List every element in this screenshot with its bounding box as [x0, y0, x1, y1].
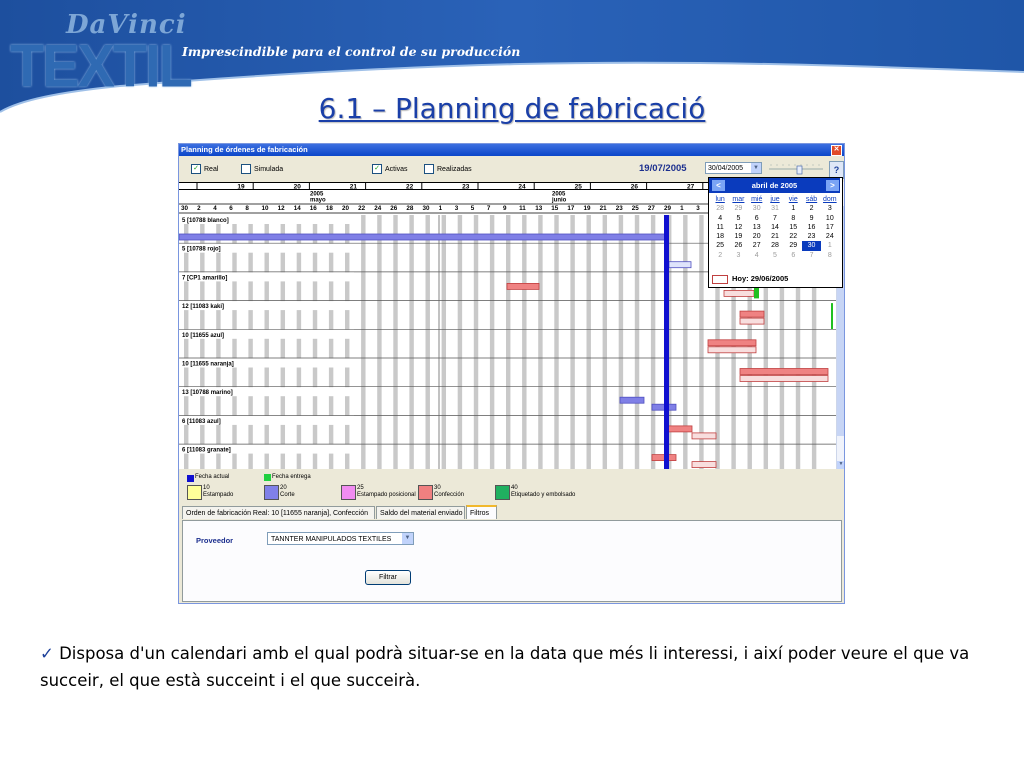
- day-stripe: [442, 215, 446, 469]
- current-date-label: 19/07/2005: [639, 163, 687, 174]
- week-number: 22: [405, 183, 414, 191]
- row-label[interactable]: 6 [11083 granate]: [182, 447, 231, 454]
- day-number: 3: [454, 205, 459, 212]
- week-number: 24: [518, 183, 526, 191]
- calendar-day[interactable]: 21: [771, 233, 779, 241]
- calendar-day[interactable]: 6: [791, 251, 796, 259]
- task-bar[interactable]: [692, 462, 716, 468]
- calendar-day[interactable]: 5: [736, 214, 741, 222]
- calendar-day[interactable]: 1: [791, 205, 796, 213]
- window-titlebar: [179, 144, 844, 156]
- day-stripe: [361, 215, 365, 469]
- calendar-grid: [711, 195, 839, 260]
- logo-main: TEXTIL: [10, 31, 191, 100]
- day-number: 10: [261, 205, 269, 212]
- calendar-day[interactable]: 25: [716, 242, 725, 250]
- date-select-value: 30/04/2005: [708, 165, 744, 172]
- checkbox-simulada-box[interactable]: [241, 164, 251, 174]
- calendar-week-row: [711, 232, 839, 241]
- checkbox-real-label: Real: [204, 165, 219, 173]
- calendar-day[interactable]: 8: [827, 251, 832, 259]
- day-stripe: [329, 215, 333, 469]
- calendar-day[interactable]: 5: [773, 251, 777, 259]
- calendar-month-title: abril de 2005: [751, 181, 798, 190]
- row-label[interactable]: 10 [11655 azul]: [182, 332, 225, 339]
- day-stripe: [522, 215, 526, 469]
- help-icon[interactable]: ?: [829, 161, 844, 179]
- day-stripe: [232, 215, 236, 469]
- today-swatch: [712, 275, 728, 284]
- calendar-weekday: dom: [823, 196, 837, 203]
- day-stripe: [409, 215, 413, 469]
- legend-estampado-name: Estampado: [203, 492, 234, 498]
- task-bar[interactable]: [669, 262, 691, 268]
- calendar-day[interactable]: 3: [827, 205, 832, 213]
- day-number: 17: [567, 205, 575, 212]
- day-stripe: [587, 215, 591, 469]
- planning-window: [178, 143, 845, 604]
- day-number: 4: [213, 205, 217, 212]
- calendar-today-label: Hoy: 29/06/2005: [732, 274, 789, 283]
- day-stripe: [538, 215, 542, 469]
- day-stripe: [265, 215, 269, 469]
- legend-corte-code: 20: [280, 485, 287, 491]
- checkbox-activas[interactable]: [372, 164, 408, 174]
- tagline: Imprescindible para el control de su producción: [182, 44, 521, 59]
- window-title: Planning de órdenes de fabricación: [181, 145, 308, 154]
- task-bar[interactable]: [740, 311, 764, 317]
- calendar-weekday: lun: [715, 196, 725, 203]
- day-stripe: [554, 215, 558, 469]
- calendar-day[interactable]: 2: [809, 205, 814, 213]
- checkbox-realizadas-box[interactable]: [424, 164, 434, 174]
- task-bar[interactable]: [740, 376, 828, 382]
- slide-title: 6.1 – Planning de fabricació: [318, 92, 706, 125]
- tab-orden-fabricacion[interactable]: Orden de fabricación Real: 10 [11655 naranja], Confección: [182, 506, 375, 519]
- checkbox-real[interactable]: [191, 164, 218, 174]
- calendar-day[interactable]: 27: [752, 242, 761, 250]
- chevron-down-icon[interactable]: ▼: [751, 163, 761, 173]
- day-number: 12: [277, 205, 285, 212]
- close-icon[interactable]: ✕: [831, 145, 842, 156]
- checkbox-realizadas-label: Realizadas: [437, 165, 472, 173]
- task-bar[interactable]: [708, 340, 756, 346]
- legend-confeccion-name: Confección: [434, 492, 465, 498]
- calendar-day[interactable]: 11: [716, 223, 724, 231]
- calendar-day[interactable]: 28: [771, 242, 779, 250]
- day-number: 15: [551, 205, 559, 212]
- day-number: 9: [503, 205, 507, 212]
- calendar-day[interactable]: 13: [752, 223, 761, 231]
- day-number: 13: [535, 205, 543, 212]
- year-label: 2005: [552, 191, 566, 198]
- checkbox-activas-label: Activas: [385, 165, 408, 173]
- day-stripe: [393, 215, 397, 469]
- calendar-week-row: [711, 223, 839, 232]
- prev-month-icon[interactable]: <: [712, 180, 725, 191]
- day-stripe: [570, 215, 574, 469]
- legend-corte-name: Corte: [280, 492, 295, 498]
- month-label: mayo: [310, 197, 326, 204]
- year-label: 2005: [310, 191, 324, 198]
- day-stripe: [458, 215, 462, 469]
- day-number: 20: [342, 205, 350, 212]
- calendar-day[interactable]: 2: [718, 251, 723, 259]
- filter-button[interactable]: Filtrar: [365, 570, 411, 585]
- logo-script: DaVinci: [66, 10, 187, 40]
- calendar-day[interactable]: 28: [716, 205, 725, 213]
- calendar-day[interactable]: 12: [734, 223, 743, 231]
- calendar-today[interactable]: [712, 274, 788, 284]
- week-number: 21: [349, 183, 358, 191]
- day-number: 26: [390, 205, 398, 212]
- calendar-weekday: vie: [788, 196, 798, 203]
- legend-confeccion-swatch: [418, 485, 433, 500]
- calendar-day[interactable]: 30: [802, 241, 820, 250]
- day-number: 2: [197, 205, 201, 212]
- week-number: 23: [462, 183, 470, 191]
- task-bar[interactable]: [668, 426, 692, 432]
- tab-saldo-material[interactable]: Saldo del material enviado: [376, 506, 465, 519]
- calendar-day[interactable]: 8: [791, 214, 796, 222]
- legend-etiquetado-name: Etiquetado y embolsado: [511, 492, 576, 498]
- filters-panel: [182, 520, 842, 602]
- legend-estampado-swatch: [187, 485, 202, 500]
- calendar-weekday: jue: [770, 196, 780, 203]
- legend: [179, 471, 844, 507]
- calendar-day[interactable]: 4: [718, 214, 723, 222]
- calendar-weekday-row: [711, 195, 839, 204]
- calendar-day[interactable]: 15: [789, 223, 798, 231]
- calendar-day[interactable]: 14: [771, 223, 779, 231]
- day-number: 14: [293, 205, 301, 212]
- day-stripe: [426, 215, 430, 469]
- day-number: 8: [245, 205, 249, 212]
- task-bar[interactable]: [692, 433, 716, 439]
- calendar-day[interactable]: 4: [754, 251, 759, 259]
- day-stripe: [635, 215, 639, 469]
- legend-estampado-posicional-name: Estampado posicional: [357, 492, 416, 498]
- checkbox-simulada[interactable]: [241, 164, 283, 174]
- row-label[interactable]: 10 [11655 naranja]: [182, 361, 234, 368]
- day-stripe: [281, 215, 285, 469]
- day-number: 7: [486, 205, 491, 212]
- calendar-day[interactable]: 30: [752, 205, 761, 213]
- day-stripe: [474, 215, 478, 469]
- calendar-day[interactable]: 6: [754, 214, 759, 222]
- bullet-text: Disposa d'un calendari amb el qual podrà situar-se en la data que més li interessi, i així poder veure el que va succeir, el que està succeint i el que succeirà.: [40, 644, 970, 690]
- bullet-paragraph: [40, 640, 990, 694]
- calendar-day[interactable]: 26: [734, 242, 743, 250]
- delivery-marker[interactable]: [831, 303, 833, 329]
- calendar-week-row: [711, 251, 839, 260]
- day-number: 16: [309, 205, 317, 212]
- proveedor-select[interactable]: [267, 532, 414, 545]
- checkbox-real-box[interactable]: ✓: [191, 164, 201, 174]
- day-number: 27: [647, 205, 655, 212]
- task-bar[interactable]: [740, 369, 828, 375]
- calendar-day[interactable]: 23: [807, 233, 816, 241]
- checkbox-activas-box[interactable]: ✓: [372, 164, 382, 174]
- calendar-weekday: mar: [732, 196, 745, 203]
- day-stripe: [184, 215, 188, 469]
- legend-fecha-entrega: Fecha entrega: [272, 474, 311, 480]
- row-label[interactable]: 12 [11083 kaki]: [182, 304, 225, 311]
- calendar-day[interactable]: 9: [809, 214, 814, 222]
- week-number: 19: [237, 183, 245, 191]
- day-stripe: [200, 215, 204, 469]
- week-number: 27: [686, 183, 695, 191]
- day-number: 3: [696, 205, 700, 212]
- proveedor-label: Proveedor: [196, 536, 234, 545]
- legend-confeccion-code: 30: [434, 485, 441, 491]
- week-number: 26: [630, 183, 639, 191]
- day-number: 6: [229, 205, 233, 212]
- calendar-weekday: sáb: [805, 196, 818, 203]
- day-stripe: [506, 215, 510, 469]
- scroll-down-icon[interactable]: ▼: [838, 461, 844, 467]
- date-select[interactable]: [705, 162, 762, 174]
- row-label[interactable]: 5 [10788 blanco]: [182, 218, 229, 224]
- day-number: 1: [680, 205, 684, 212]
- day-stripe: [377, 215, 381, 469]
- day-stripe: [603, 215, 607, 469]
- check-icon: ✓: [40, 644, 54, 663]
- week-number: 20: [293, 183, 301, 191]
- day-number: 24: [374, 205, 382, 212]
- calendar-day[interactable]: 24: [825, 233, 834, 241]
- calendar-day[interactable]: 29: [734, 205, 743, 213]
- row-label[interactable]: 13 [10788 marino]: [182, 390, 233, 397]
- day-stripe: [248, 215, 252, 469]
- day-number: 30: [422, 205, 430, 212]
- calendar-day[interactable]: 1: [827, 242, 832, 250]
- today-line: [664, 215, 669, 469]
- calendar-day[interactable]: 7: [773, 214, 777, 222]
- day-number: 11: [519, 205, 526, 212]
- day-number: 28: [406, 205, 414, 212]
- day-stripe: [651, 215, 655, 469]
- task-bar[interactable]: [724, 290, 754, 296]
- calendar-day[interactable]: 22: [789, 233, 798, 241]
- calendar-day[interactable]: 18: [716, 233, 725, 241]
- legend-corte-swatch: [264, 485, 279, 500]
- task-bar[interactable]: [179, 234, 667, 240]
- day-number: 30: [181, 205, 189, 212]
- legend-fecha-entrega-swatch: [264, 474, 271, 481]
- task-bar[interactable]: [740, 318, 764, 324]
- calendar-day[interactable]: 31: [771, 205, 779, 213]
- day-stripe: [313, 215, 317, 469]
- legend-etiquetado-code: 40: [511, 485, 518, 491]
- day-number: 22: [358, 205, 366, 212]
- calendar-week-row: [711, 204, 839, 213]
- legend-etiquetado-swatch: [495, 485, 510, 500]
- day-number: 18: [325, 205, 333, 212]
- day-number: 25: [631, 205, 639, 212]
- task-bar[interactable]: [708, 347, 756, 353]
- proveedor-value: TANNTER MANIPULADOS TEXTILES: [271, 536, 392, 543]
- calendar-day[interactable]: 7: [809, 251, 814, 259]
- day-number: 23: [615, 205, 623, 212]
- calendar-header: [709, 178, 840, 193]
- task-bar[interactable]: [507, 283, 539, 289]
- day-number: 5: [470, 205, 475, 212]
- tab-filtros[interactable]: Filtros: [466, 505, 497, 519]
- row-label[interactable]: 6 [11083 azul]: [182, 418, 221, 425]
- row-label[interactable]: 5 [10788 rojo]: [182, 246, 221, 253]
- day-number: 21: [599, 205, 607, 212]
- day-number: 1: [438, 205, 443, 212]
- day-number: 29: [664, 205, 672, 212]
- day-stripe: [297, 215, 301, 469]
- calendar-day[interactable]: 10: [825, 214, 834, 222]
- legend-estampado-code: 10: [203, 485, 210, 491]
- calendar-day[interactable]: 3: [736, 251, 741, 259]
- calendar-day[interactable]: 20: [752, 233, 761, 241]
- row-label[interactable]: 7 [CP1 amarillo]: [182, 275, 228, 282]
- calendar-day[interactable]: 16: [807, 223, 816, 231]
- day-stripe: [490, 215, 494, 469]
- day-number: 19: [583, 205, 591, 212]
- month-label: junio: [552, 197, 567, 204]
- calendar-day[interactable]: 19: [734, 233, 743, 241]
- day-stripe: [699, 215, 703, 469]
- calendar-popup[interactable]: [708, 177, 843, 288]
- day-stripe: [619, 215, 623, 469]
- checkbox-simulada-label: Simulada: [254, 165, 284, 173]
- calendar-day[interactable]: 29: [789, 242, 798, 250]
- legend-estampado-posicional-swatch: [341, 485, 356, 500]
- chevron-down-icon[interactable]: ▼: [402, 533, 413, 544]
- next-month-icon[interactable]: >: [826, 180, 839, 191]
- day-stripe: [216, 215, 220, 469]
- legend-estampado-posicional-code: 25: [357, 485, 364, 491]
- calendar-week-row: [711, 214, 839, 223]
- day-stripe: [345, 215, 349, 469]
- checkbox-realizadas[interactable]: [424, 164, 472, 174]
- task-bar[interactable]: [620, 397, 644, 403]
- calendar-week-row: [711, 241, 839, 250]
- calendar-day[interactable]: 17: [825, 223, 834, 231]
- legend-fecha-actual-swatch: [187, 475, 194, 482]
- legend-fecha-actual: Fecha actual: [195, 474, 230, 480]
- calendar-weekday: mié: [751, 196, 763, 203]
- week-number: 25: [574, 183, 582, 191]
- zoom-slider[interactable]: [767, 163, 825, 175]
